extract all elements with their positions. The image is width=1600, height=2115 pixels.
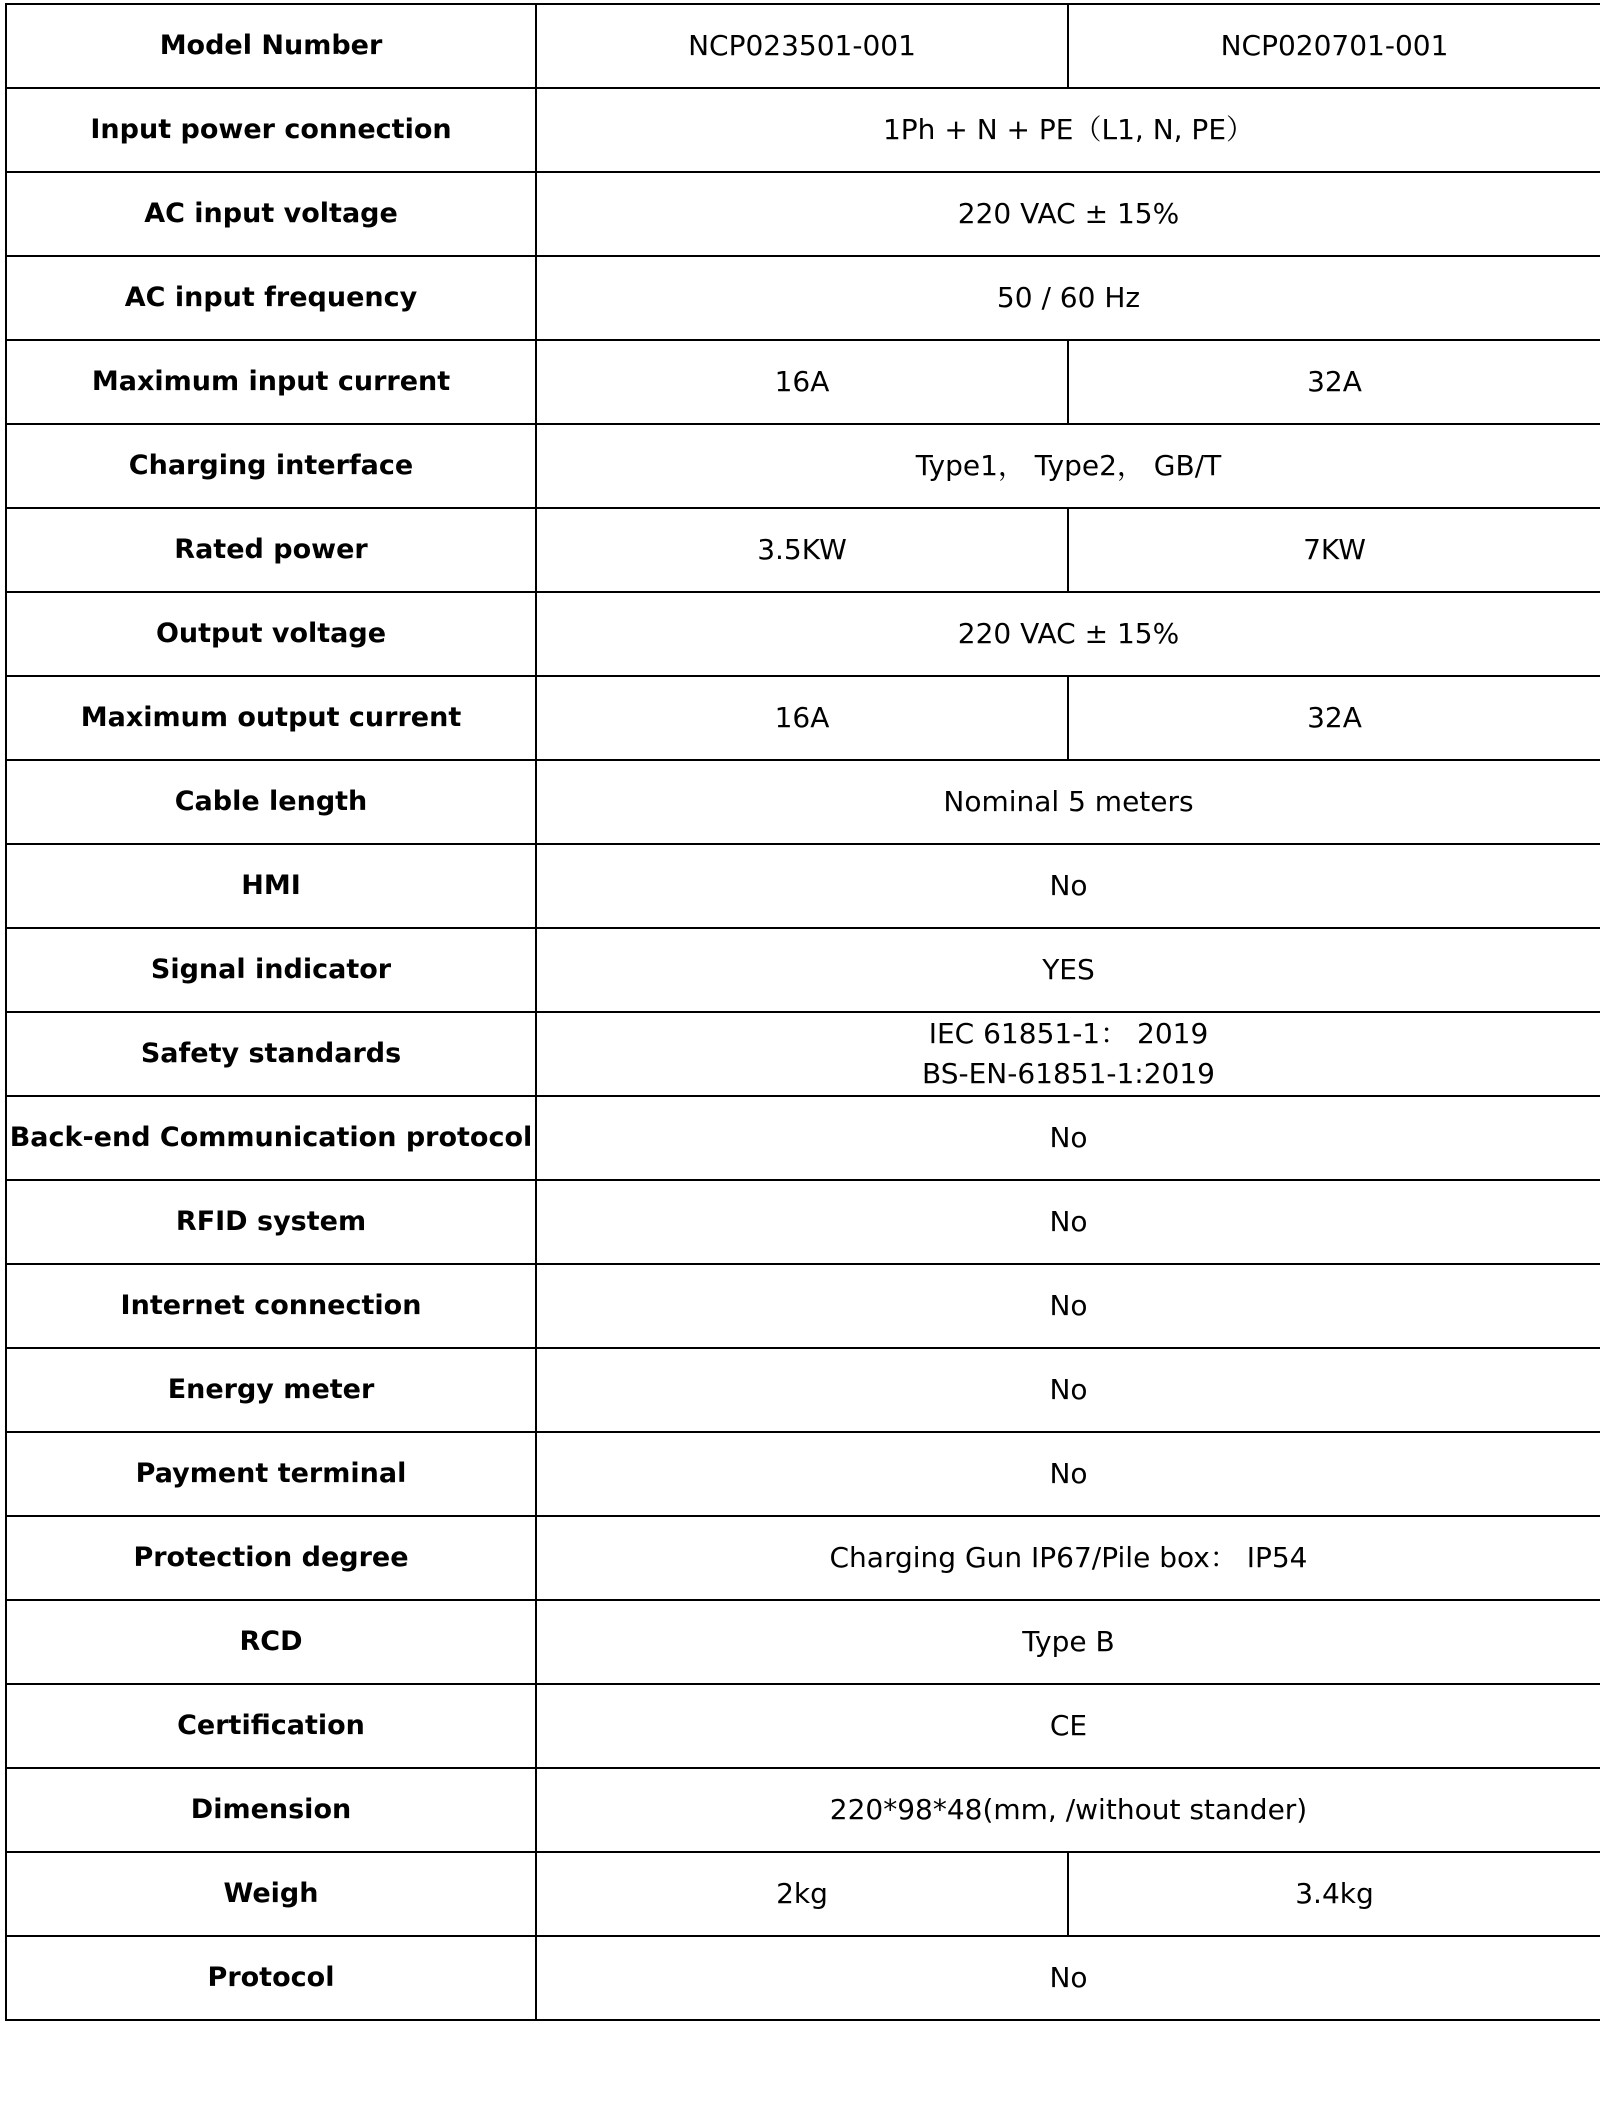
spec-row [6,1264,1600,1348]
spec-label-cell: Payment terminal [6,1432,536,1516]
spec-value-cell: 3.5KW [536,508,1068,592]
spec-value-cell: NCP020701-001 [1068,4,1600,88]
spec-value-cell-merged: IEC 61851-1： 2019 BS-EN-61851-1:2019 [536,1012,1600,1096]
spec-label-cell: AC input voltage [6,172,536,256]
spec-value-cell-merged: 50 / 60 Hz [536,256,1600,340]
spec-row [6,340,1600,424]
spec-value-cell-merged: No [536,1432,1600,1516]
spec-label-cell: Protection degree [6,1516,536,1600]
spec-label-cell: Maximum input current [6,340,536,424]
spec-row [6,1768,1600,1852]
spec-label-cell: Cable length [6,760,536,844]
spec-label-cell: Model Number [6,4,536,88]
spec-label-cell: Output voltage [6,592,536,676]
spec-value-cell: 7KW [1068,508,1600,592]
spec-table [5,3,1600,2021]
spec-row [6,592,1600,676]
spec-row [6,1684,1600,1768]
spec-row [6,1936,1600,2020]
spec-row [6,1516,1600,1600]
spec-value-cell-merged: Type1， Type2， GB/T [536,424,1600,508]
spec-row [6,1432,1600,1516]
spec-label-cell: AC input frequency [6,256,536,340]
spec-label-cell: Safety standards [6,1012,536,1096]
spec-value-cell-merged: Type B [536,1600,1600,1684]
spec-value-cell-merged: 1Ph + N + PE（L1, N, PE） [536,88,1600,172]
spec-value-cell: NCP023501-001 [536,4,1068,88]
spec-row [6,1012,1600,1096]
spec-row [6,844,1600,928]
spec-value-cell-merged: CE [536,1684,1600,1768]
spec-label-cell: RCD [6,1600,536,1684]
spec-value-cell-merged: No [536,1348,1600,1432]
spec-row [6,4,1600,88]
spec-row [6,1852,1600,1936]
spec-value-cell-merged: 220 VAC ± 15% [536,592,1600,676]
spec-row [6,1600,1600,1684]
spec-row [6,1180,1600,1264]
spec-value-cell-merged: No [536,1180,1600,1264]
spec-label-cell: HMI [6,844,536,928]
spec-row [6,1096,1600,1180]
spec-label-cell: RFID system [6,1180,536,1264]
spec-row [6,508,1600,592]
spec-value-cell: 2kg [536,1852,1068,1936]
spec-value-cell-merged: Charging Gun IP67/Pile box： IP54 [536,1516,1600,1600]
spec-label-cell: Back-end Communication protocol [6,1096,536,1180]
spec-label-cell: Protocol [6,1936,536,2020]
spec-value-cell: 16A [536,340,1068,424]
spec-value-cell-merged: No [536,1264,1600,1348]
spec-row [6,88,1600,172]
spec-value-cell-merged: Nominal 5 meters [536,760,1600,844]
spec-label-cell: Rated power [6,508,536,592]
spec-row [6,676,1600,760]
spec-value-cell: 16A [536,676,1068,760]
spec-row [6,928,1600,1012]
spec-label-cell: Charging interface [6,424,536,508]
spec-value-cell: 3.4kg [1068,1852,1600,1936]
spec-value-cell: 32A [1068,676,1600,760]
spec-value-cell-merged: No [536,1936,1600,2020]
spec-value-cell-merged: No [536,1096,1600,1180]
spec-label-cell: Signal indicator [6,928,536,1012]
spec-label-cell: Dimension [6,1768,536,1852]
spec-row [6,256,1600,340]
spec-label-cell: Weigh [6,1852,536,1936]
spec-label-cell: Certification [6,1684,536,1768]
spec-label-cell: Maximum output current [6,676,536,760]
spec-label-cell: Internet connection [6,1264,536,1348]
spec-value-cell-merged: 220 VAC ± 15% [536,172,1600,256]
spec-row [6,1348,1600,1432]
spec-value-cell-merged: YES [536,928,1600,1012]
spec-row [6,424,1600,508]
spec-value-cell-merged: 220*98*48(mm, /without stander) [536,1768,1600,1852]
spec-label-cell: Input power connection [6,88,536,172]
spec-row [6,760,1600,844]
spec-value-cell-merged: No [536,844,1600,928]
spec-table-body [6,4,1600,2020]
spec-label-cell: Energy meter [6,1348,536,1432]
spec-value-cell: 32A [1068,340,1600,424]
spec-row [6,172,1600,256]
